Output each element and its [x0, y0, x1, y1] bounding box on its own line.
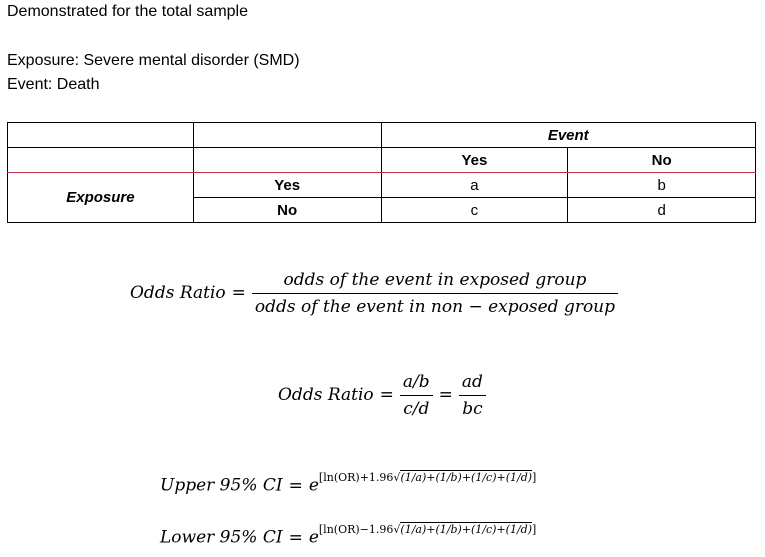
odds-ratio-label: Odds Ratio [278, 385, 374, 405]
event-header: Event [381, 123, 755, 148]
table-row [8, 148, 756, 173]
equals-sign: = [379, 385, 394, 405]
event-definition: Event: Death [7, 76, 100, 93]
cell-c: c [381, 198, 568, 223]
lower-ci-label: Lower 95% CI [160, 527, 283, 548]
exponent-close: ] [532, 523, 537, 536]
exponent-prefix: [ln(OR)−1.96 [318, 523, 394, 536]
event-no-header: No [568, 148, 756, 173]
equals-sign: = [288, 475, 303, 496]
table-cell-empty [193, 148, 381, 173]
equals-sign: = [438, 385, 453, 405]
lower-ci-exponent [319, 523, 536, 536]
fraction-numerator: a/b [400, 372, 433, 396]
equals-sign: = [231, 283, 246, 303]
cross-product-fraction [459, 372, 486, 419]
sqrt-content: (1/a)+(1/b)+(1/c)+(1/d) [400, 471, 533, 484]
table-row [8, 123, 756, 148]
exponent-close: ] [532, 471, 537, 484]
sqrt-icon: √ [393, 523, 401, 536]
fraction-numerator: odds of the event in exposed group [252, 270, 618, 294]
table-cell-empty [8, 148, 194, 173]
odds-ratio-label: Odds Ratio [130, 283, 226, 303]
odds-ratio-formula-cells [278, 372, 486, 419]
ratio-fraction [400, 372, 433, 419]
fraction-numerator: ad [459, 372, 486, 396]
event-yes-header: Yes [381, 148, 568, 173]
cell-a: a [381, 173, 568, 198]
exponent-prefix: [ln(OR)+1.96 [318, 471, 394, 484]
exposure-no-label: No [193, 198, 381, 223]
lower-ci-formula [160, 523, 537, 548]
fraction-denominator: c/d [403, 399, 430, 419]
upper-ci-formula [160, 471, 537, 496]
upper-ci-label: Upper 95% CI [160, 475, 283, 496]
euler-e: e [308, 527, 319, 548]
sqrt-content: (1/a)+(1/b)+(1/c)+(1/d) [400, 523, 533, 536]
table-row [8, 173, 756, 198]
exposure-header: Exposure [8, 173, 194, 223]
odds-ratio-formula-definition [130, 270, 618, 317]
fraction-denominator: odds of the event in non − exposed group [254, 297, 616, 317]
contingency-table [7, 122, 756, 223]
table-cell-empty [8, 123, 194, 148]
intro-text: Demonstrated for the total sample [7, 3, 249, 20]
fraction-denominator: bc [462, 399, 483, 419]
table-cell-empty [193, 123, 381, 148]
sqrt-icon: √ [393, 471, 401, 484]
upper-ci-exponent [319, 471, 536, 484]
euler-e: e [308, 475, 319, 496]
exposure-yes-label: Yes [193, 173, 381, 198]
cell-d: d [568, 198, 756, 223]
odds-fraction [252, 270, 618, 317]
equals-sign: = [288, 527, 303, 548]
exposure-definition: Exposure: Severe mental disorder (SMD) [7, 52, 300, 69]
cell-b: b [568, 173, 756, 198]
